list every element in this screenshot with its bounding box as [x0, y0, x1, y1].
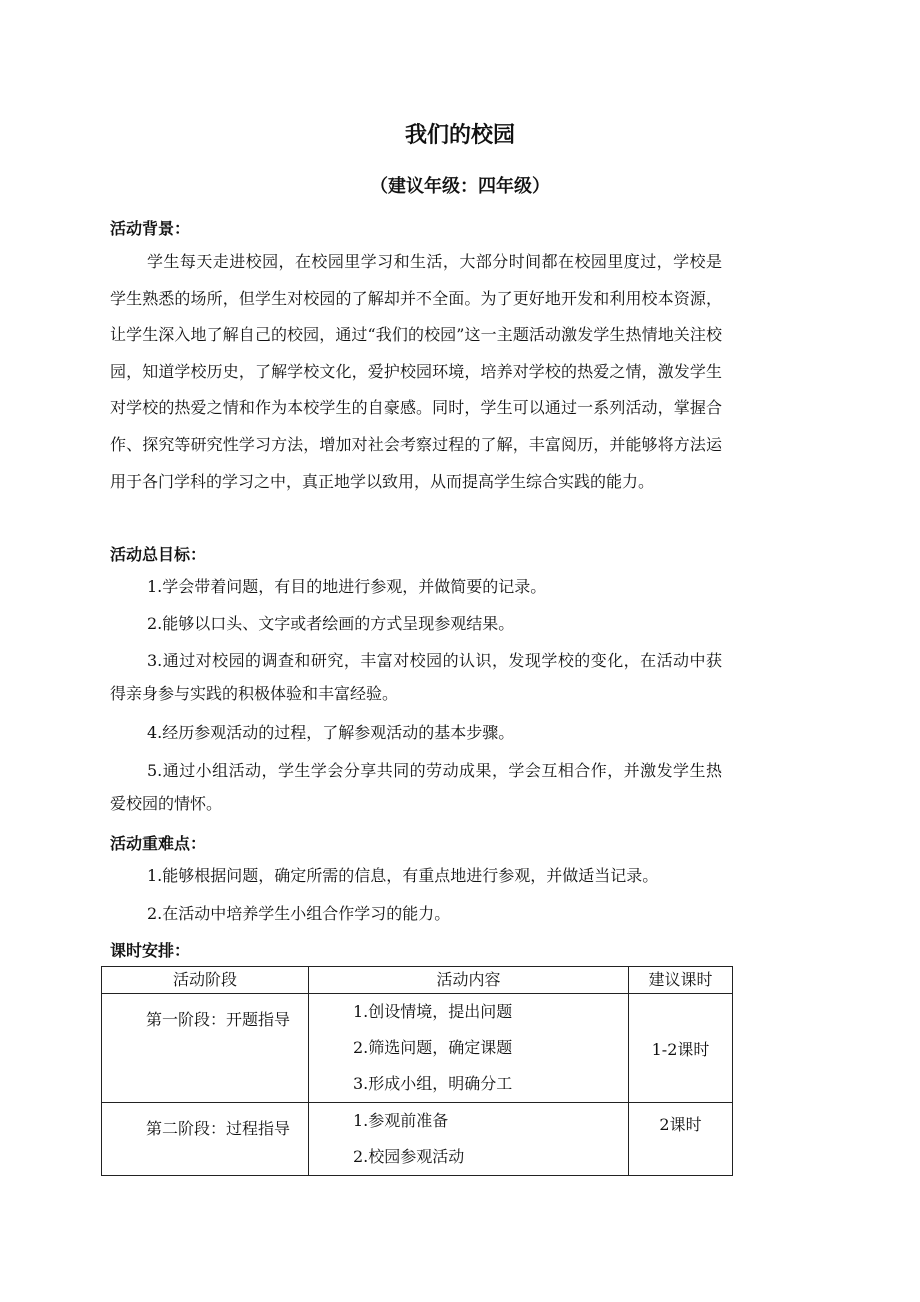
stage-cell: 第二阶段：过程指导 [102, 1103, 309, 1176]
background-heading: 活动背景： [110, 219, 191, 238]
goal-item: 3.通过对校园的调查和研究，丰富对校园的认识，发现学校的变化，在活动中获得亲身参与实践的积极体验和丰富经验。 [110, 651, 722, 703]
table-header-row [102, 967, 733, 994]
table-row [102, 1103, 733, 1176]
keypoints-heading: 活动重难点： [110, 834, 207, 853]
column-header-stage: 活动阶段 [102, 967, 309, 994]
content-line: 1.创设情境，提出问题 [353, 1002, 513, 1021]
column-header-content: 活动内容 [309, 967, 629, 994]
page-title: 我们的校园 [404, 123, 515, 148]
content-line: 2.筛选问题，确定课题 [353, 1038, 513, 1057]
schedule-heading: 课时安排： [110, 941, 191, 960]
grade-subtitle: （建议年级：四年级） [370, 176, 550, 197]
content-line: 1.参观前准备 [353, 1111, 449, 1130]
goal-item: 5.通过小组活动，学生学会分享共同的劳动成果，学会互相合作，并激发学生热爱校园的情怀。 [110, 761, 722, 813]
goal-item: 4.经历参观活动的过程，了解参观活动的基本步骤。 [147, 723, 515, 742]
content-line: 2.校园参观活动 [353, 1147, 465, 1166]
hours-cell: 1-2课时 [629, 994, 733, 1103]
goal-item: 1.学会带着问题，有目的地进行参观，并做简要的记录。 [147, 577, 547, 596]
keypoint-item: 2.在活动中培养学生小组合作学习的能力。 [147, 904, 451, 923]
schedule-table [101, 966, 733, 1176]
column-header-hours: 建议课时 [629, 967, 733, 994]
content-cell [309, 1103, 629, 1176]
keypoint-item: 1.能够根据问题，确定所需的信息，有重点地进行参观，并做适当记录。 [147, 866, 659, 885]
stage-cell: 第一阶段：开题指导 [102, 994, 309, 1103]
goal-item: 2.能够以口头、文字或者绘画的方式呈现参观结果。 [147, 614, 515, 633]
table-row [102, 994, 733, 1103]
content-cell [309, 994, 629, 1103]
hours-cell: 2课时 [629, 1103, 733, 1176]
content-line: 3.形成小组，明确分工 [353, 1074, 513, 1093]
goals-heading: 活动总目标： [110, 545, 207, 564]
background-text: 学生每天走进校园，在校园里学习和生活，大部分时间都在校园里度过，学校是学生熟悉的场所，但学生对校园的了解却并不全面。为了更好地开发和利用校本资源，让学生深入地了解自己的校园，通过“我们的校园”这一主题活动激发学生热情地关注校园，知道学校历史，了解学校文化，爱护校园环境，培养对学校的热爱之情，激发学生对学校的热爱之情和作为本校学生的自豪感。同时，学生可以通过一系列活动，掌握合作、探究等研究性学习方法，增加对社会考察过程的了解，丰富阅历，并能够将方法运用于各门学科的学习之中，真正地学以致用，从而提高学生综合实践的能力。 [110, 252, 722, 491]
